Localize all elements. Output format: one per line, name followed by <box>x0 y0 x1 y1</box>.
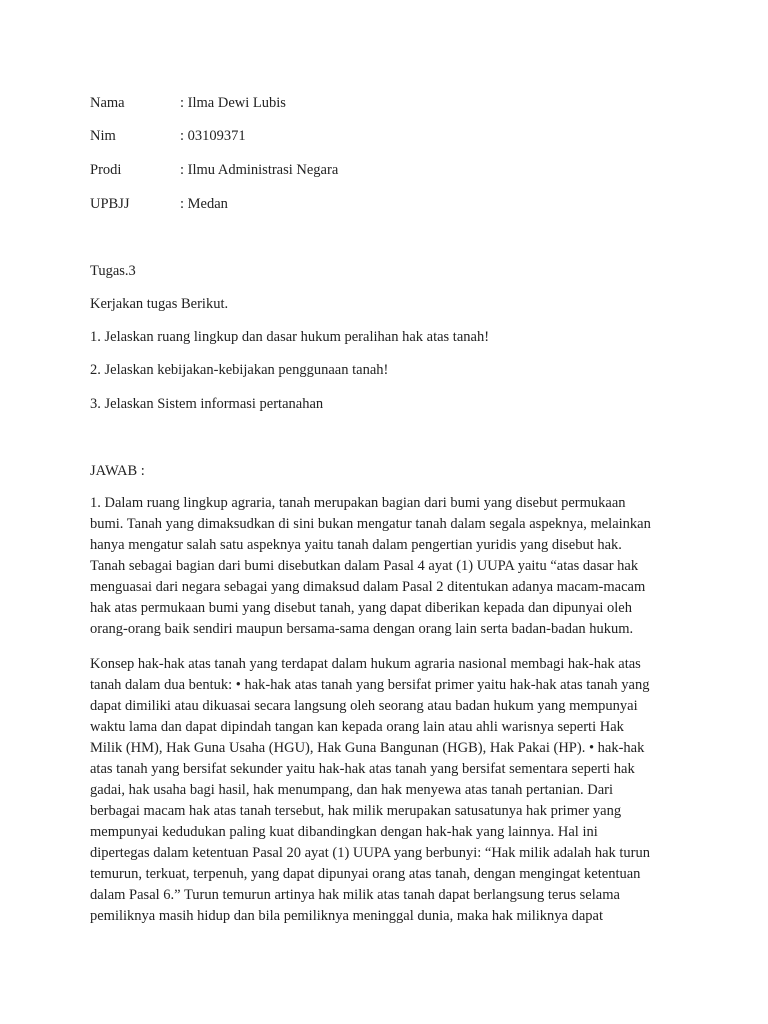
paragraph-line: berbagai macam hak atas tanah tersebut, hak milik merupakan satusatunya hak primer yang <box>90 803 622 819</box>
paragraph-line: dalam Pasal 6.” Turun temurun artinya hak milik atas tanah dapat berlangsung terus selama <box>90 887 620 903</box>
identity-label: Nim <box>90 128 116 144</box>
task-title: Tugas.3 <box>90 263 136 279</box>
paragraph-line: menguasai dari negara sebagai yang dimaksud dalam Pasal 2 ditentukan adanya macam-macam <box>90 579 646 595</box>
paragraph-line: temurun, terkuat, terpenuh, yang dapat dipunyai orang atas tanah, dengan mengingat ketentuan <box>90 866 641 882</box>
task-question: 1. Jelaskan ruang lingkup dan dasar hukum peralihan hak atas tanah! <box>90 329 490 345</box>
paragraph-line: dapat dimiliki atau dikuasai secara langsung oleh seorang atau badan hukum yang mempunyai <box>90 698 638 714</box>
identity-value: : 03109371 <box>180 128 246 144</box>
identity-label: UPBJJ <box>90 196 130 212</box>
paragraph-line: hanya mengatur salah satu aspeknya yaitu tanah dalam pengertian yuridis yang disebut hak. <box>90 537 622 553</box>
answer-paragraph-2 <box>90 654 680 927</box>
task-question: 3. Jelaskan Sistem informasi pertanahan <box>90 396 324 412</box>
paragraph-line: 1. Dalam ruang lingkup agraria, tanah merupakan bagian dari bumi yang disebut permukaan <box>90 495 626 511</box>
paragraph-line: hak atas permukaan bumi yang disebut tanah, yang dapat diberikan kepada dan dipunyai oleh <box>90 600 632 616</box>
paragraph-line: dipertegas dalam ketentuan Pasal 20 ayat (1) UUPA yang berbunyi: “Hak milik adalah hak turun <box>90 845 650 861</box>
paragraph-line: tanah dalam dua bentuk: • hak-hak atas tanah yang bersifat primer yaitu hak-hak atas tanah yang <box>90 677 650 693</box>
paragraph-line: Tanah sebagai bagian dari bumi disebutkan dalam Pasal 4 ayat (1) UUPA yaitu “atas dasar hak <box>90 558 639 574</box>
identity-label: Prodi <box>90 162 122 178</box>
paragraph-line: bumi. Tanah yang dimaksudkan di sini bukan mengatur tanah dalam segala aspeknya, melainkan <box>90 516 651 532</box>
task-instruction: Kerjakan tugas Berikut. <box>90 296 229 312</box>
paragraph-line: waktu lama dan dapat dipindah tangan kan kepada orang lain atau ahli warisnya seperti Hak <box>90 719 624 735</box>
answer-heading: JAWAB : <box>90 463 145 479</box>
paragraph-line: mempunyai kedudukan paling kuat dibandingkan dengan hak-hak yang lainnya. Hal ini <box>90 824 598 840</box>
identity-label: Nama <box>90 95 125 111</box>
paragraph-line: Konsep hak-hak atas tanah yang terdapat dalam hukum agraria nasional membagi hak-hak atas <box>90 656 641 672</box>
identity-value: : Medan <box>180 196 228 212</box>
paragraph-line: pemiliknya masih hidup dan bila pemiliknya meninggal dunia, maka hak miliknya dapat <box>90 908 604 924</box>
paragraph-line: orang-orang baik sendiri maupun bersama-sama dengan orang lain serta badan-badan hukum. <box>90 621 634 637</box>
paragraph-line: Milik (HM), Hak Guna Usaha (HGU), Hak Guna Bangunan (HGB), Hak Pakai (HP). • hak-hak <box>90 740 645 756</box>
paragraph-line: atas tanah yang bersifat sekunder yaitu hak-hak atas tanah yang bersifat sementara seperti hak <box>90 761 635 777</box>
identity-value: : Ilma Dewi Lubis <box>180 95 286 111</box>
task-question: 2. Jelaskan kebijakan-kebijakan penggunaan tanah! <box>90 362 389 378</box>
paragraph-line: gadai, hak usaha bagi hasil, hak menumpang, dan hak menyewa atas tanah pertanian. Dari <box>90 782 614 798</box>
identity-value: : Ilmu Administrasi Negara <box>180 162 339 178</box>
answer-paragraph-1 <box>90 493 680 640</box>
